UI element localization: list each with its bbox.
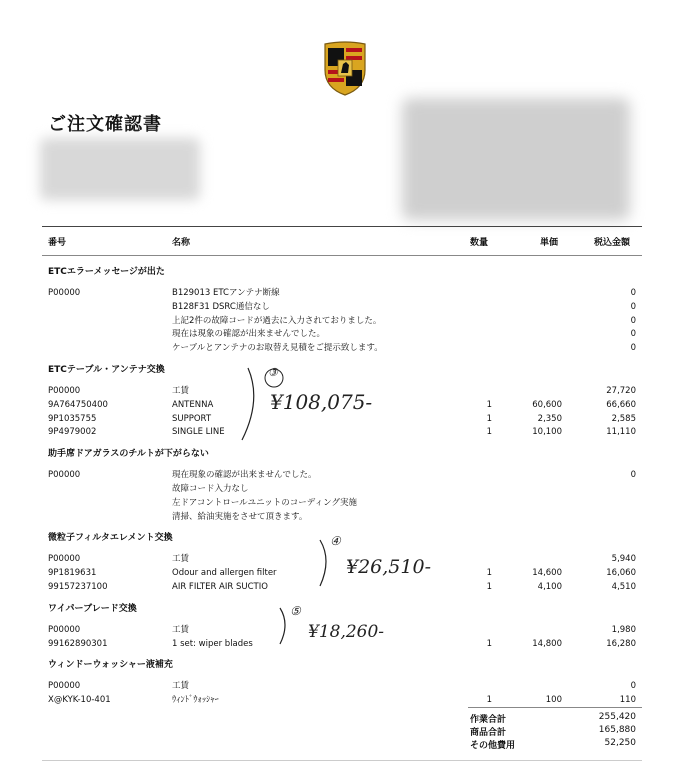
total-label: その他費用 bbox=[470, 741, 516, 751]
item-name: SUPPORT bbox=[172, 413, 212, 424]
item-name: ANTENNA bbox=[172, 399, 214, 410]
item-code: 99162890301 bbox=[48, 638, 108, 649]
item-code: P00000 bbox=[48, 681, 81, 692]
header-qty: 数量 bbox=[470, 238, 489, 248]
item-qty: 1 bbox=[486, 695, 492, 706]
item-name: B129013 ETCアンテナ断線 bbox=[172, 288, 280, 298]
item-amount: 0 bbox=[630, 301, 636, 312]
item-unit-price: 4,100 bbox=[537, 582, 562, 592]
item-amount: 0 bbox=[630, 288, 636, 298]
handwritten-total-3: ¥108,075- bbox=[270, 390, 373, 414]
item-code: 9P4979002 bbox=[48, 427, 97, 438]
item-code: P00000 bbox=[48, 624, 81, 635]
total-label: 作業合計 bbox=[470, 715, 507, 725]
item-amount: 0 bbox=[630, 315, 636, 326]
redacted-customer-info bbox=[40, 138, 200, 200]
item-name: SINGLE LINE bbox=[172, 427, 225, 438]
header-divider bbox=[42, 255, 642, 256]
item-qty: 1 bbox=[486, 427, 492, 438]
item-name: 工賃 bbox=[172, 624, 190, 635]
item-code: 99157237100 bbox=[48, 582, 108, 592]
handwritten-circle-num-5: ⑤ bbox=[290, 604, 301, 618]
item-unit-price: 14,600 bbox=[532, 568, 562, 579]
item-name: 左ドアコントロールユニットのコーディング実施 bbox=[172, 497, 357, 508]
section-title: ETCテーブル・アンテナ交換 bbox=[48, 365, 165, 375]
item-code: X@KYK-10-401 bbox=[48, 695, 111, 706]
item-name: B128F31 DSRC通信なし bbox=[172, 301, 270, 312]
top-divider bbox=[42, 226, 642, 227]
item-qty: 1 bbox=[486, 568, 492, 579]
section-title: ウィンドーウォッシャー液補充 bbox=[48, 660, 173, 671]
item-amount: 11,110 bbox=[606, 427, 636, 438]
item-unit-price: 10,100 bbox=[532, 427, 562, 438]
item-name: Odour and allergen filter bbox=[172, 568, 277, 579]
total-label: 商品合計 bbox=[470, 728, 507, 738]
item-code: P00000 bbox=[48, 554, 81, 565]
item-amount: 4,510 bbox=[611, 582, 636, 592]
item-amount: 16,060 bbox=[606, 568, 636, 579]
header-amount: 税込金額 bbox=[594, 238, 631, 248]
totals-divider bbox=[468, 707, 642, 708]
handwritten-total-5: ¥18,260- bbox=[308, 622, 385, 642]
bottom-divider bbox=[42, 760, 642, 761]
total-value: 52,250 bbox=[604, 738, 636, 748]
item-qty: 1 bbox=[486, 413, 492, 424]
item-qty: 1 bbox=[486, 582, 492, 592]
section-title: 助手席ドアガラスのチルトが下がらない bbox=[48, 449, 209, 460]
item-amount: 0 bbox=[630, 470, 636, 481]
item-amount: 2,585 bbox=[611, 413, 636, 424]
item-amount: 1,980 bbox=[611, 624, 636, 635]
total-value: 255,420 bbox=[598, 712, 636, 722]
item-code: 9A764750400 bbox=[48, 399, 108, 410]
item-name: 工賃 bbox=[172, 554, 190, 565]
item-name: 故障コード入力なし bbox=[172, 484, 249, 494]
item-code: 9P1819631 bbox=[48, 568, 97, 579]
handwritten-circle-num-3: ③ bbox=[268, 366, 278, 379]
item-amount: 110 bbox=[619, 695, 636, 706]
section-title: 微粒子フィルタエレメント交換 bbox=[48, 533, 173, 544]
redacted-dealer-info bbox=[402, 98, 630, 220]
item-code: P00000 bbox=[48, 386, 81, 396]
handwritten-circle-num-4: ④ bbox=[330, 534, 341, 548]
item-name: 現在現象の確認が出来ませんでした。 bbox=[172, 470, 317, 481]
section-title: ワイパーブレード交換 bbox=[48, 603, 137, 614]
item-code: 9P1035755 bbox=[48, 413, 97, 424]
item-qty: 1 bbox=[486, 638, 492, 649]
section-title: ETCエラーメッセージが出た bbox=[48, 267, 165, 277]
item-name: 工賃 bbox=[172, 386, 190, 396]
item-unit-price: 100 bbox=[545, 695, 562, 706]
item-unit-price: 2,350 bbox=[537, 413, 562, 424]
item-name: 現在は現象の確認が出来ませんでした。 bbox=[172, 329, 326, 340]
item-name: AIR FILTER AIR SUCTIO bbox=[172, 582, 268, 592]
item-name: 工賃 bbox=[172, 681, 190, 692]
document-title: ご注文確認書 bbox=[48, 114, 162, 135]
item-amount: 0 bbox=[630, 681, 636, 692]
item-unit-price: 60,600 bbox=[532, 399, 562, 410]
item-qty: 1 bbox=[486, 399, 492, 410]
item-code: P00000 bbox=[48, 288, 81, 298]
item-name: ケーブルとアンテナのお取替え見積をご提示致します。 bbox=[172, 343, 383, 354]
handwritten-total-4: ¥26,510- bbox=[346, 556, 431, 578]
porsche-crest-logo bbox=[322, 40, 368, 96]
header-no: 番号 bbox=[48, 238, 67, 248]
item-amount: 0 bbox=[630, 329, 636, 340]
item-amount: 16,280 bbox=[606, 638, 636, 649]
header-unit-price: 単価 bbox=[540, 238, 559, 248]
item-code: P00000 bbox=[48, 470, 81, 481]
item-amount: 0 bbox=[630, 343, 636, 354]
item-name: 清掃、給油実施をさせて頂きます。 bbox=[172, 511, 308, 522]
item-amount: 66,660 bbox=[606, 399, 636, 410]
item-name: ｳｨﾝﾄﾞｳｫｯｼｬｰ bbox=[172, 695, 219, 706]
item-unit-price: 14,800 bbox=[532, 638, 562, 649]
item-name: 1 set: wiper blades bbox=[172, 638, 253, 649]
total-value: 165,880 bbox=[598, 725, 636, 735]
item-amount: 5,940 bbox=[611, 554, 636, 565]
item-name: 上記2件の故障コードが過去に入力されておりました。 bbox=[172, 315, 382, 326]
item-amount: 27,720 bbox=[606, 386, 636, 396]
header-name: 名称 bbox=[172, 238, 191, 248]
